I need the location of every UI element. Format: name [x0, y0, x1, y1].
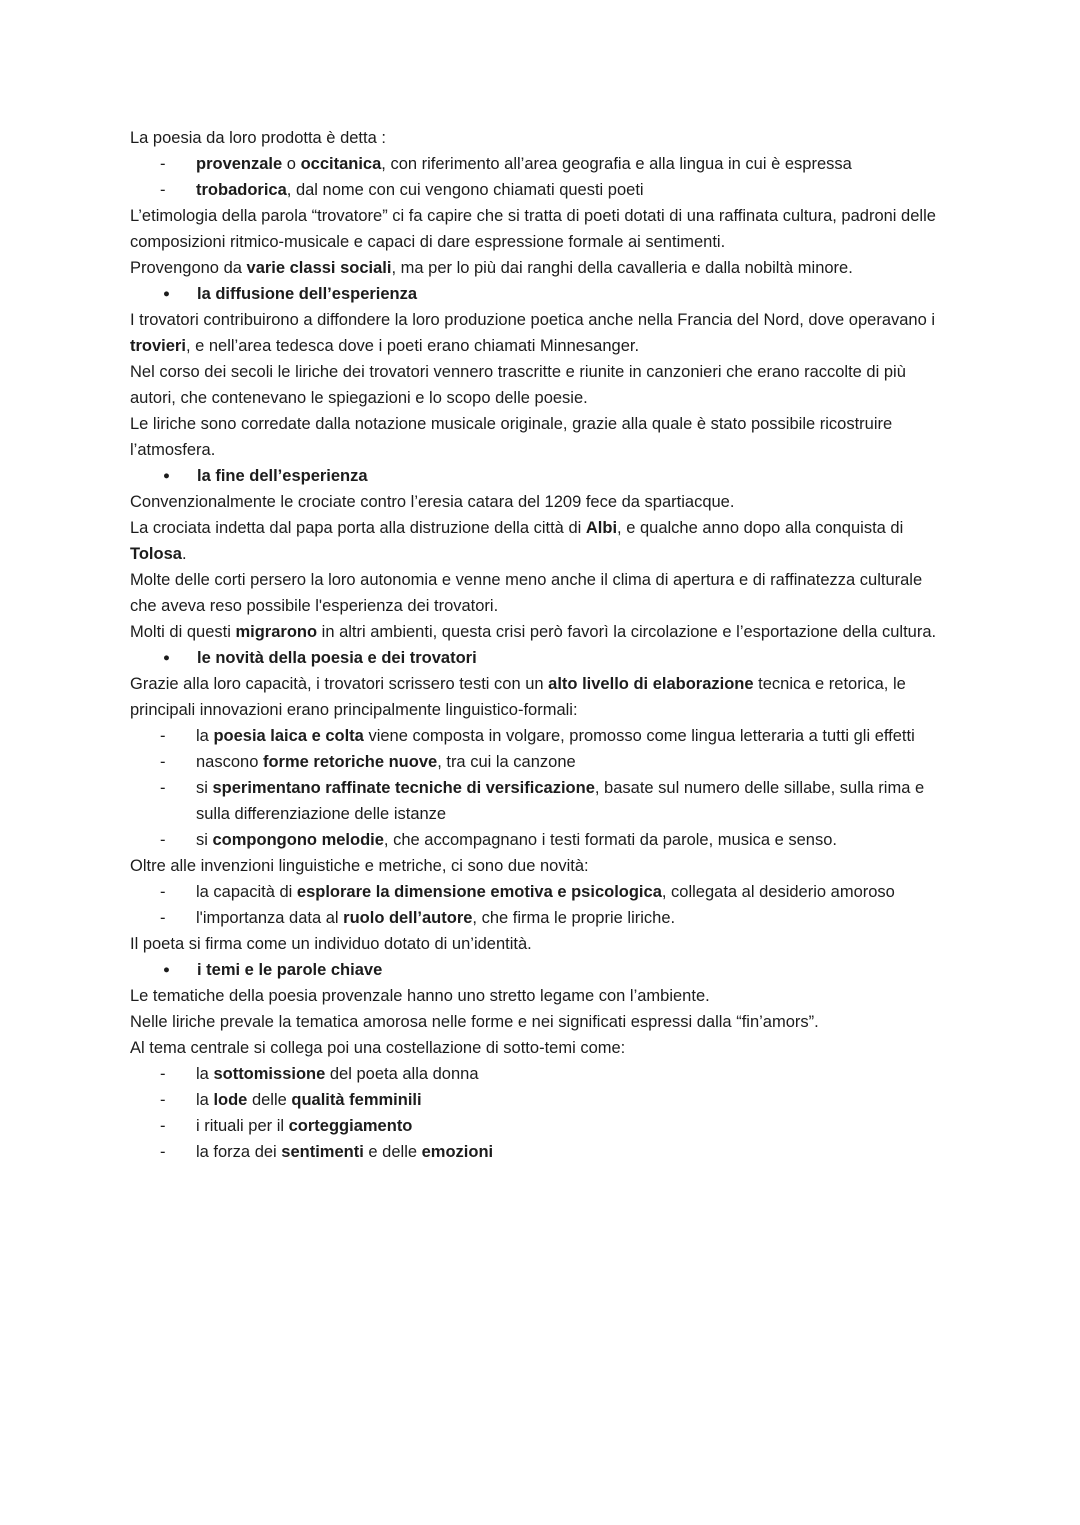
dash-list-item: [130, 177, 952, 203]
dash-list-item: [130, 1087, 952, 1113]
bullet-marker: ●: [163, 964, 170, 976]
dash-list-item: [130, 1139, 952, 1165]
dash-marker: -: [160, 753, 166, 771]
bullet-list-item: [130, 463, 952, 489]
bullet-marker: ●: [163, 288, 170, 300]
bullet-marker: ●: [163, 470, 170, 482]
text-run: Provengono da varie classi sociali, ma per lo più dai ranghi della cavalleria e dalla nobiltà minore.: [130, 259, 853, 277]
text-run: Molte delle corti persero la loro autonomia e venne meno anche il clima di apertura e di raffinatezza culturale che aveva reso possibile l'esperienza dei trovatori.: [130, 571, 923, 615]
dash-list-item: [130, 1061, 952, 1087]
text-run: la diffusione dell’esperienza: [197, 285, 418, 303]
paragraph: [130, 671, 952, 723]
dash-marker: -: [160, 155, 166, 173]
paragraph: [130, 619, 952, 645]
text-run: trobadorica, dal nome con cui vengono chiamati questi poeti: [196, 181, 644, 199]
text-run: i rituali per il corteggiamento: [196, 1117, 413, 1135]
text-run: I trovatori contribuirono a diffondere la loro produzione poetica anche nella Francia del Nord, dove operavano i trovieri, e nell’area tedesca dove i poeti erano chiamati Minnesanger.: [130, 311, 936, 355]
dash-marker: -: [160, 779, 166, 797]
dash-marker: -: [160, 1117, 166, 1135]
dash-marker: -: [160, 1143, 166, 1161]
text-run: Le liriche sono corredate dalla notazione musicale originale, grazie alla quale è stato possibile ricostruire l’atmosfera.: [130, 415, 893, 459]
bullet-marker: ●: [163, 652, 170, 664]
paragraph: [130, 125, 952, 151]
text-run: L’etimologia della parola “trovatore” ci fa capire che si tratta di poeti dotati di una raffinata cultura, padroni delle composizioni ritmico-musicale e capaci di dare espressione formale ai sentimenti.: [130, 207, 936, 251]
paragraph: [130, 203, 952, 255]
text-run: Molti di questi migrarono in altri ambienti, questa crisi però favorì la circolazione e l’esportazione della cultura.: [130, 623, 937, 641]
text-run: i temi e le parole chiave: [197, 961, 383, 979]
text-run: l'importanza data al ruolo dell’autore, che firma le proprie liriche.: [196, 909, 676, 927]
dash-list-item: [130, 1113, 952, 1139]
dash-marker: -: [160, 883, 166, 901]
paragraph: [130, 853, 952, 879]
paragraph: [130, 359, 952, 411]
dash-list-item: [130, 723, 952, 749]
dash-list-item: [130, 151, 952, 177]
paragraph: [130, 489, 952, 515]
text-run: Il poeta si firma come un individuo dotato di un’identità.: [130, 935, 532, 953]
text-run: nascono forme retoriche nuove, tra cui la canzone: [196, 753, 576, 771]
dash-marker: -: [160, 831, 166, 849]
text-run: Le tematiche della poesia provenzale hanno uno stretto legame con l’ambiente.: [130, 987, 710, 1005]
text-run: Grazie alla loro capacità, i trovatori scrissero testi con un alto livello di elaborazione tecnica e retorica, le principali innovazioni erano principalmente linguistico-formali:: [130, 675, 906, 719]
text-run: Oltre alle invenzioni linguistiche e metriche, ci sono due novità:: [130, 857, 589, 875]
paragraph: [130, 307, 952, 359]
dash-marker: -: [160, 181, 166, 199]
text-run: si compongono melodie, che accompagnano i testi formati da parole, musica e senso.: [196, 831, 837, 849]
paragraph: [130, 1035, 952, 1061]
text-run: si sperimentano raffinate tecniche di versificazione, basate sul numero delle sillabe, sulla rima e sulla differenziazione delle istanze: [196, 779, 925, 823]
text-run: la poesia laica e colta viene composta in volgare, promosso come lingua letteraria a tutti gli effetti: [196, 727, 915, 745]
bullet-list-item: [130, 281, 952, 307]
dash-list-item: [130, 905, 952, 931]
paragraph: [130, 983, 952, 1009]
paragraph: [130, 411, 952, 463]
text-run: Nelle liriche prevale la tematica amorosa nelle forme e nei significati espressi dalla “fin’amors”.: [130, 1013, 819, 1031]
dash-marker: -: [160, 727, 166, 745]
dash-marker: -: [160, 909, 166, 927]
bullet-list-item: [130, 957, 952, 983]
text-run: la lode delle qualità femminili: [196, 1091, 422, 1109]
text-run: le novità della poesia e dei trovatori: [197, 649, 477, 667]
text-run: la forza dei sentimenti e delle emozioni: [196, 1143, 494, 1161]
paragraph: [130, 567, 952, 619]
text-run: La poesia da loro prodotta è detta :: [130, 129, 386, 147]
text-run: Convenzionalmente le crociate contro l’eresia catara del 1209 fece da spartiacque.: [130, 493, 735, 511]
dash-marker: -: [160, 1065, 166, 1083]
document-content: [130, 125, 952, 1165]
dash-list-item: [130, 827, 952, 853]
dash-list-item: [130, 879, 952, 905]
paragraph: [130, 931, 952, 957]
text-run: provenzale o occitanica, con riferimento all’area geografia e alla lingua in cui è espressa: [196, 155, 852, 173]
paragraph: [130, 1009, 952, 1035]
dash-marker: -: [160, 1091, 166, 1109]
text-run: la fine dell’esperienza: [197, 467, 368, 485]
paragraph: [130, 255, 952, 281]
text-run: Al tema centrale si collega poi una costellazione di sotto-temi come:: [130, 1039, 626, 1057]
text-run: La crociata indetta dal papa porta alla distruzione della città di Albi, e qualche anno dopo alla conquista di Tolosa.: [130, 519, 904, 563]
paragraph: [130, 515, 952, 567]
text-run: Nel corso dei secoli le liriche dei trovatori vennero trascritte e riunite in canzonieri che erano raccolte di più autori, che contenevano le spiegazioni e lo scopo delle poesie.: [130, 363, 906, 407]
text-run: la sottomissione del poeta alla donna: [196, 1065, 479, 1083]
dash-list-item: [130, 775, 952, 827]
dash-list-item: [130, 749, 952, 775]
bullet-list-item: [130, 645, 952, 671]
text-run: la capacità di esplorare la dimensione emotiva e psicologica, collegata al desiderio amoroso: [196, 883, 895, 901]
